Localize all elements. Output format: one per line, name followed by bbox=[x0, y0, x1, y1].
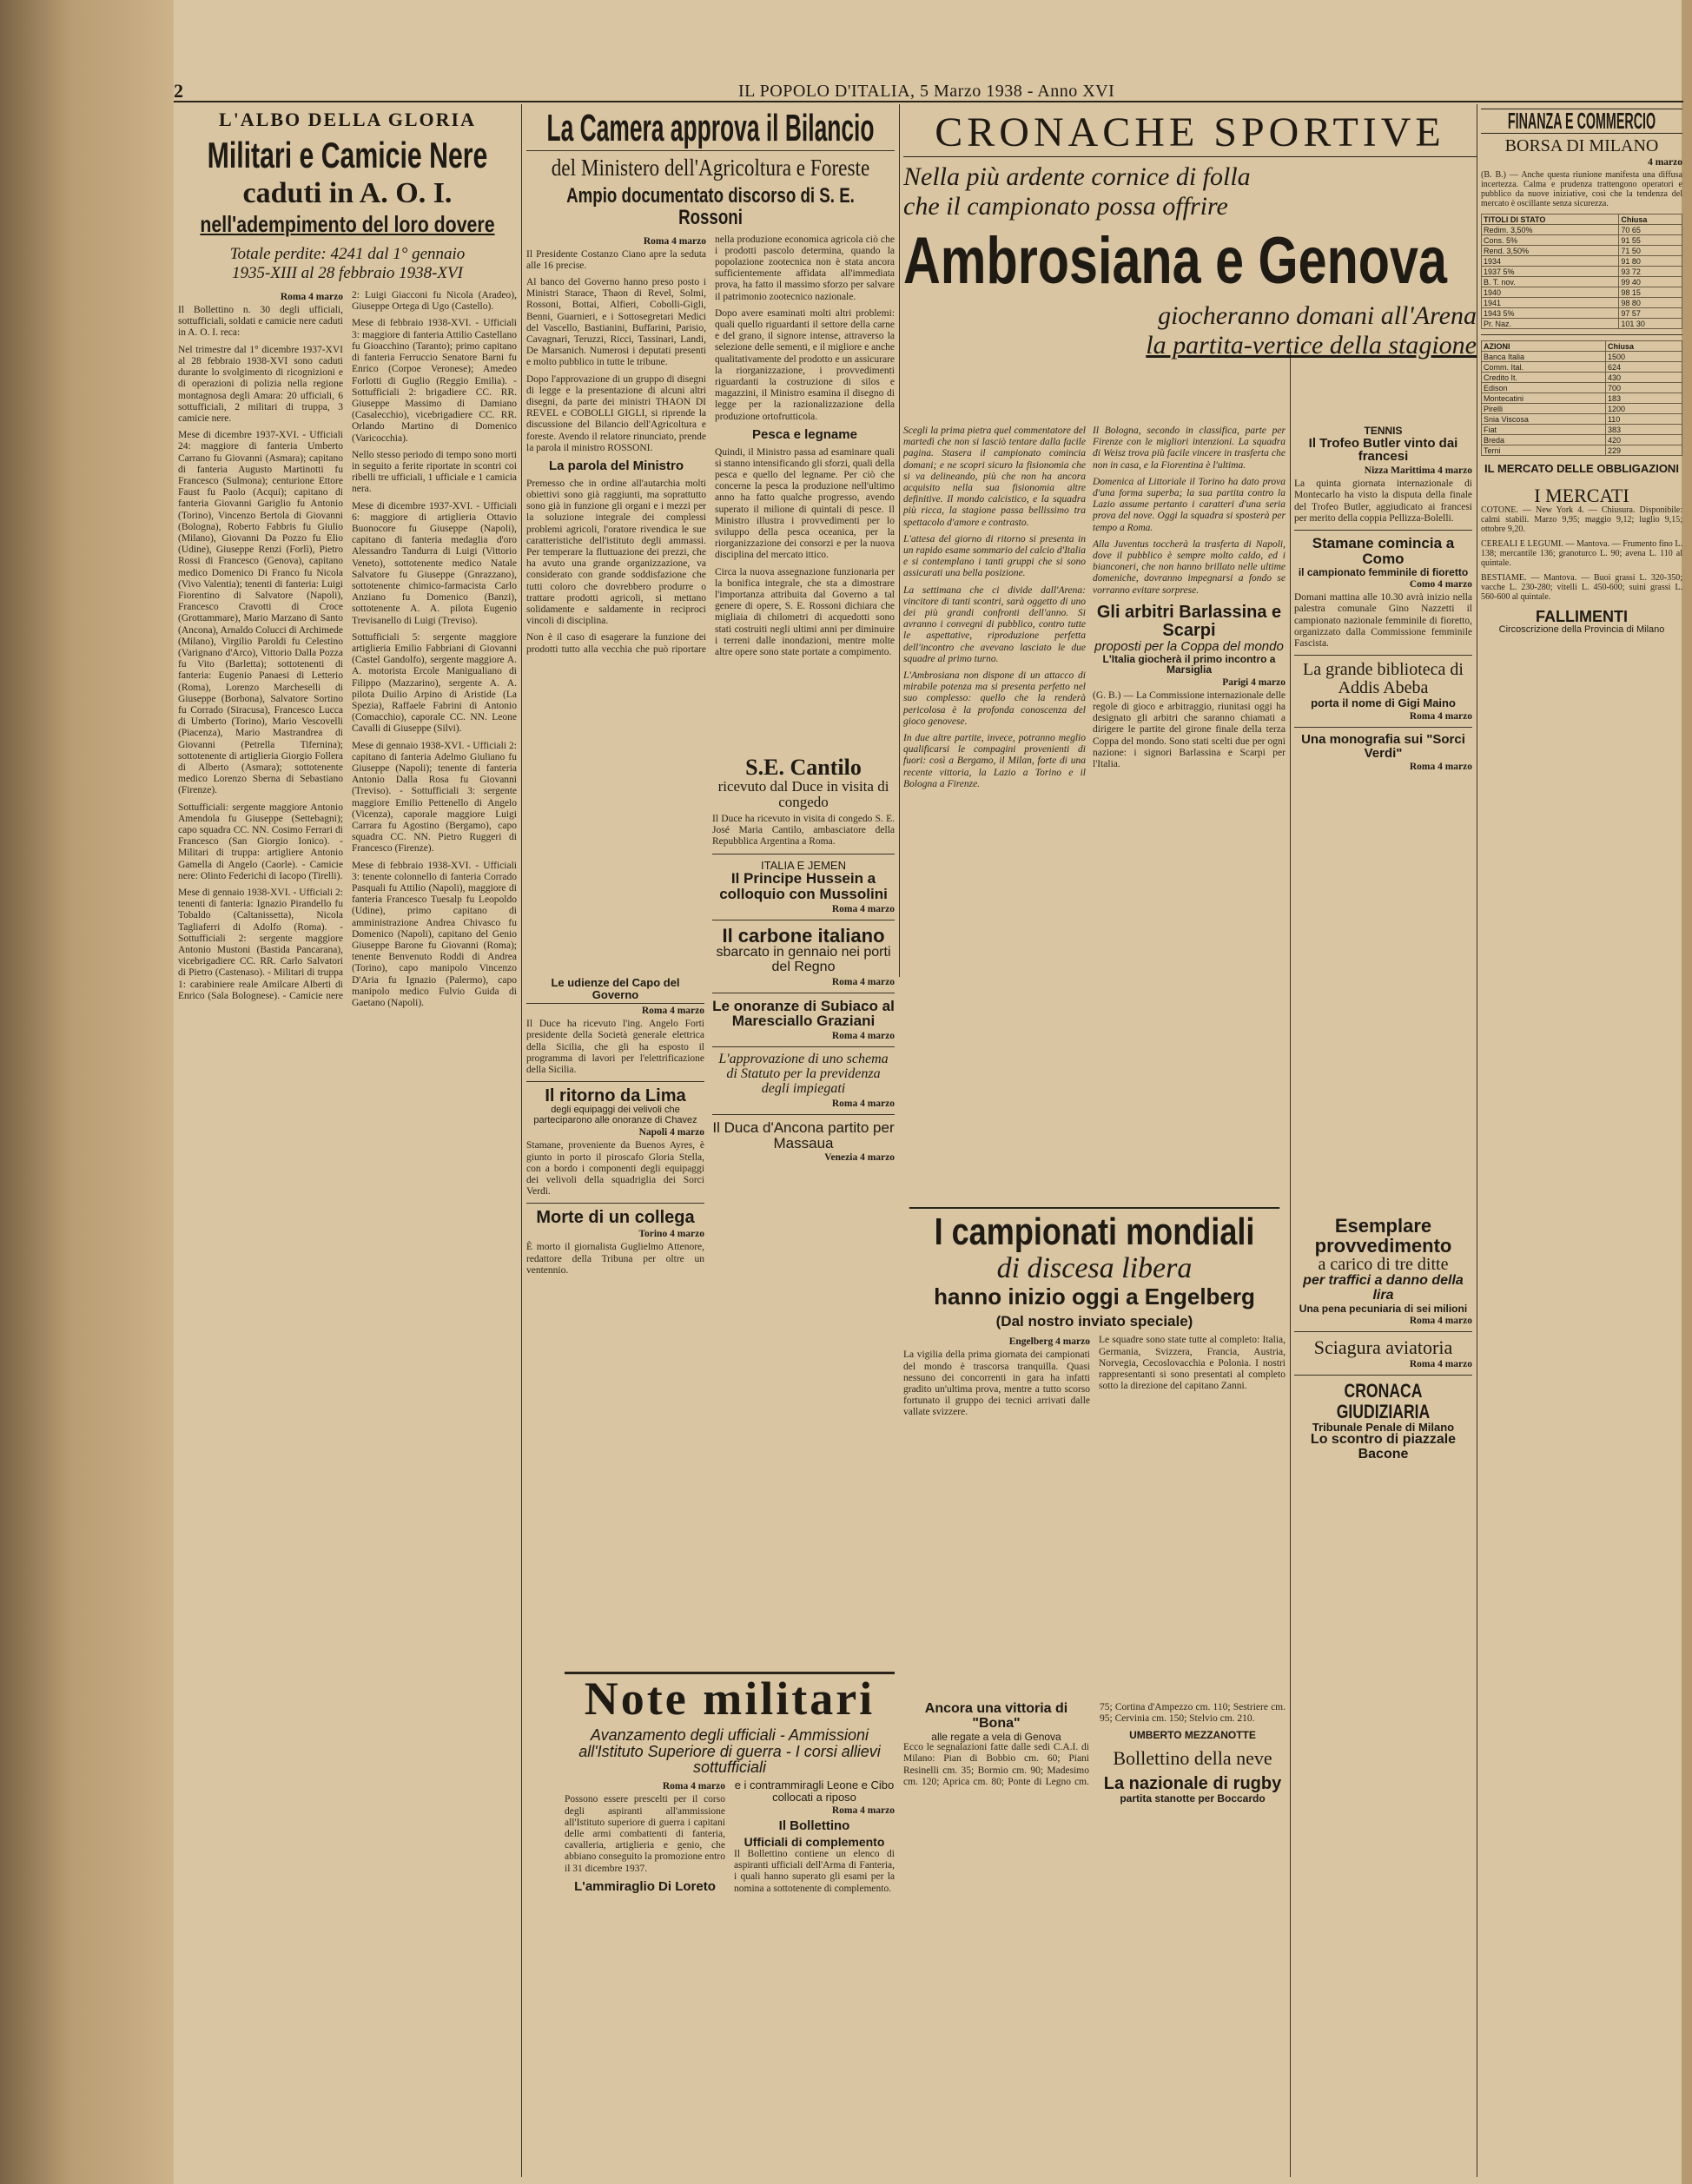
morte-title: Morte di un collega bbox=[536, 1208, 695, 1228]
tennis-kicker: TENNIS bbox=[1364, 426, 1403, 437]
tennis-body: La quinta giornata internazionale di Montecarlo ha visto la disputa della finale del Trofeo Butler, aggiudicato ai francesi per merito della coppia Pellizza-Bolelli. bbox=[1294, 478, 1472, 524]
divider bbox=[1294, 655, 1472, 656]
table-cell: 383 bbox=[1605, 425, 1682, 435]
camera-paragraph: Premesso che in ordine all'autarchia molti obiettivi sono già raggiunti, ma soprattutto sono già in funzione gli organi e i mezzi per la soluzione integrale dei complessi problemi agricoli, l'oratore rivendica le sue caratteristiche dell'istituto degli ammassi. Per temperare la fluttuazione dei prezzi, che ha avuto una grande organizzazione, va considerato con grande soddisfazione che tutti coloro che dovrebbero produrre o trattare prodotti agricoli, si mettano solidamente e saldamente in reciproci vincoli di disciplina. bbox=[526, 478, 706, 627]
statuto-title: L'approvazione di uno schema di Statuto per la previdenza degli impiegati bbox=[718, 1052, 889, 1096]
cantilo-sub: ricevuto dal Duce in visita di congedo bbox=[717, 778, 889, 811]
note-sub: Avanzamento degli ufficiali - Ammissioni all'Istituto Superiore di guerra - I corsi allievi sottufficiali bbox=[578, 1725, 881, 1777]
camera-paragraph: Il Presidente Costanzo Ciano apre la seduta alle 16 precise. bbox=[526, 248, 706, 271]
table-cell: 1200 bbox=[1605, 404, 1682, 414]
scontro-title: Lo scontro di piazzale Bacone bbox=[1310, 1432, 1457, 1462]
table-header-cell: Chiusa bbox=[1605, 341, 1682, 352]
albo-paragraph: Mese di gennaio 1938-XVI. - Ufficiali 2: tenenti di fanteria: Ignazio Pirandello fu Tobaldo (Caltanissetta), Nicola Tagliaferri di Adolfo (Roma). - Sottufficiali 2: sergente maggiore Antonio Mustoni (Bastida Pancarana), vicebrigadiere CC. RR. Carlo Salvatori di Pietro (Castenaso). - Militari di truppa 1: carabiniere reale Amilcare Alberti di Enrico (Sala Bolognese). - Camicie nere 2: Luigi Giacconi fu Nicola (Aradeo), Giuseppe Ortega di Ugo (Castello). bbox=[178, 290, 517, 1001]
sport-paragraph: L'Ambrosiana non dispone di un attacco di mirabile potenza ma si presenta perfetto nel suo complesso: quello che la renderà pericolosa è la profonda conoscenza del gioco genovese. bbox=[903, 670, 1086, 727]
borsa-title: BORSA DI MILANO bbox=[1504, 136, 1659, 156]
right-lower-briefs bbox=[1294, 1216, 1472, 2175]
monografia-date: Roma 4 marzo bbox=[1409, 762, 1472, 773]
table-row bbox=[1482, 414, 1682, 425]
camera-dateline: Roma 4 marzo bbox=[643, 235, 706, 247]
camera-paragraph: Dopo avere esaminati molti altri problemi: quali quello riguardanti il settore della carne e del grano, il signore intense, attraverso la selezione delle sementi, e il migliore e anche qualitativamente del prodotto e un assicurare la riorganizzazione, i provvedimenti riguardanti la costruzione di silos e magazzini, il Ministro esamina il disegno di legge per la razionalizzazione della produzione ortofrutticola. bbox=[715, 307, 895, 422]
sport-lower bbox=[903, 1702, 1286, 2175]
sport-paragraph: (G. B.) — La Commissione internazionale delle regole di gioco e arbitraggio, riunitasi oggi ha designato gli arbitri che saranno chiamati a dirigere le partite del girone finale della terza Coppa del mondo. Sono stati scelti due per ogni nazione: i signori Barlassina e Scarpi per l'Italia. bbox=[1093, 690, 1286, 769]
como-title: Stamane comincia a Como bbox=[1312, 534, 1455, 567]
como-date: Como 4 marzo bbox=[1409, 579, 1472, 591]
neve-body: Ecco le segnalazioni fatte dalle sedi C.A.I. di Milano: Pian di Bobbio cm. 60; Piani Resinelli cm. 35; Bormio cm. 90; Madesimo cm. 120; Aprica cm. 80; Ponte di Legno cm. 75; Cortina d'Ampezzo cm. 110; Sestriere cm. 95; Cervinia cm. 150; Stelvio cm. 210. bbox=[903, 1702, 1286, 1787]
statuto-date: Roma 4 marzo bbox=[831, 1098, 895, 1109]
note-date: Roma 4 marzo bbox=[662, 1781, 725, 1792]
table-cell: Pr. Naz. bbox=[1482, 319, 1619, 329]
udienze-body: Il Duce ha ricevuto l'ing. Angelo Forti presidente della Società generale elettrica della Sicilia, che gli ha esposto il programma di lavori per l'elettrificazione della Sicilia. bbox=[526, 1019, 704, 1076]
camera-title-2: del Ministero dell'Agricoltura e Foreste bbox=[551, 155, 870, 181]
table-header-row bbox=[1482, 214, 1682, 225]
table-row bbox=[1482, 445, 1682, 456]
page-left-margin bbox=[0, 0, 174, 2184]
table-cell: 430 bbox=[1605, 373, 1682, 383]
table-cell: 98 15 bbox=[1619, 287, 1682, 298]
table-row bbox=[1482, 425, 1682, 435]
divider bbox=[712, 1114, 895, 1115]
table-cell: Credito It. bbox=[1482, 373, 1606, 383]
column-rule bbox=[1290, 347, 1291, 2177]
albo-sub-1: Totale perdite: 4241 dal 1° gennaio bbox=[229, 245, 466, 264]
table-row bbox=[1482, 362, 1682, 373]
udienze-date: Roma 4 marzo bbox=[641, 1006, 704, 1017]
arbitri-title: Gli arbitri Barlassina e Scarpi bbox=[1096, 602, 1282, 640]
sport-column-1 bbox=[903, 426, 1086, 1207]
divider bbox=[1294, 727, 1472, 728]
carbone-sub: sbarcato in gennaio nei porti del Regno bbox=[716, 945, 891, 974]
obbligazioni-title: IL MERCATO DELLE OBBLIGAZIONI bbox=[1484, 462, 1679, 476]
table-cell: 1941 bbox=[1482, 298, 1619, 308]
arbitri-sub: proposti per la Coppa del mondo bbox=[1094, 638, 1284, 654]
rugby-title: La nazionale di rugby bbox=[1103, 1774, 1282, 1794]
ancona-date: Venezia 4 marzo bbox=[824, 1152, 895, 1164]
ufficiali-title: Ufficiali di complemento bbox=[744, 1835, 885, 1850]
finanza-kicker: FINANZA E COMMERCIO bbox=[1481, 109, 1682, 134]
albo-paragraph: Nel trimestre dal 1° dicembre 1937-XVI al 28 febbraio 1938-XVI sono caduti durante lo svolgimento di ricognizioni e di operazioni di polizia nella regione montagnosa degli Amara: 20 ufficiali, 6 sottufficiali, 2 militari di truppa, 3 camicie nere. bbox=[178, 344, 343, 424]
subiaco-date: Roma 4 marzo bbox=[831, 1031, 895, 1042]
centre-right-briefs bbox=[712, 755, 895, 1663]
table-cell: Pirelli bbox=[1482, 404, 1606, 414]
table-row bbox=[1482, 277, 1682, 287]
table-header-cell: Chiusa bbox=[1619, 214, 1682, 225]
sport-sub-3: giocheranno domani all'Arena bbox=[1158, 300, 1477, 330]
table-row bbox=[1482, 246, 1682, 256]
table-cell: 624 bbox=[1605, 362, 1682, 373]
mondiali-body bbox=[903, 1335, 1286, 1418]
mondiali-title-1: I campionati mondiali bbox=[909, 1207, 1279, 1252]
esemplare-title: Esemplare provvedimento bbox=[1314, 1216, 1452, 1257]
table-cell: 99 40 bbox=[1619, 277, 1682, 287]
note-title: Note militari bbox=[565, 1672, 895, 1724]
table-row bbox=[1482, 225, 1682, 235]
albo-sub-2: 1935-XIII al 28 febbraio 1938-XVI bbox=[232, 264, 463, 283]
table-row bbox=[1482, 235, 1682, 246]
finanza-column bbox=[1481, 109, 1682, 2175]
page-right-margin bbox=[1682, 0, 1692, 2184]
table-cell: 1500 bbox=[1605, 352, 1682, 362]
table-cell: Cons. 5% bbox=[1482, 235, 1619, 246]
table-cell: B. T. nov. bbox=[1482, 277, 1619, 287]
table-header-row bbox=[1482, 341, 1682, 352]
mondiali-title-3: hanno inizio oggi a Engelberg bbox=[934, 1283, 1255, 1310]
albo-paragraph: Il Bollettino n. 30 degli ufficiali, sottufficiali, soldati e camicie nere caduti in A. O. I. reca: bbox=[178, 305, 343, 339]
sport-sub-4: la partita-vertice della stagione bbox=[1146, 330, 1477, 360]
morte-body: È morto il giornalista Guglielmo Attenore, redattore della Tribuna per oltre un ventennio. bbox=[526, 1242, 704, 1276]
camera-paragraph: Circa la nuova assegnazione funzionaria per la bonifica integrale, che sta a dimostrare l'importanza attribuita dal Governo a tal genere di opere, S. E. Rossoni dichiara che migliaia di chilometri di acquedotti sono stati costruiti negli ultimi anni per diminuire i terreni dalle inondazioni, mentre molte altre opere sono state portate a compimento. bbox=[715, 566, 895, 658]
table-row bbox=[1482, 287, 1682, 298]
biblioteca-sub: porta il nome di Gigi Maino bbox=[1311, 696, 1456, 710]
table-cell: 91 55 bbox=[1619, 235, 1682, 246]
sport-paragraph: Scegli la prima pietra quel commentatore del martedì che non si lasciò tentare dalla facile pagina. Stasera il campionato comincia domani; e ne scopri sicuro la fisionomia che si va delineando, più che non ha ancora acquisito nella sua fisionomia altre definitive. Il mondo calcistico, e la squadra più ricca, la stagione passa bellissimo tra spettacolo d'amore e contrasto. bbox=[903, 426, 1086, 528]
table-cell: Rend. 3,50% bbox=[1482, 246, 1619, 256]
loreto-date: Roma 4 marzo bbox=[831, 1805, 895, 1816]
table-header-cell: AZIONI bbox=[1482, 341, 1606, 352]
albo-paragraph: Mese di dicembre 1937-XVI. - Ufficiali 24: maggiore di fanteria Umberto Carrano fu Giovanni (Asmara); capitano di fanteria Augusto Martinotti fu Francesco (Sulmona); centurione Ettore Faust fu Paolo (Acqui); capitano di fanteria Giovanni Gariglio fu Antonio (Torino), Vincenzo Bertola di Giovanni (Bologna), Roberto Fabbris fu Giulio (Milano), Giovanni Da Pozzo fu Elio (Udine), Giuseppe Renzi (Forlì), Pietro Rossi di Francesco (Genova), capitano medico Domenico Di Franco fu Nicola (Vivo Valentia); tenenti di fanteria: Luigi Fiorentino di Salvatore (Napoli), Francesco Cravotti di Croce (Grottammare), Mario Marzano di Santo (Ancona), Arnaldo Colucci di Archimede (Milano), Virgilio Paroldi fu Celestino (Varignano d'Arco), Vittorio Dalla Pozza fu Vito (Barletta); sottotenenti di fanteria: Eugenio Panaesi di Letterio (Roma), Lorenzo Marcheselli di Giuseppe (Borbona), Salvatore Sortino fu Corrado (Siracusa), Francesco Lucca di Umberto (Torino), Mario Vescovelli (Piacenza), Mario Mastrandrea di Giovanni (Petrella Tifernina); sottotenente di artiglieria Giorgio Follera di Alberto (Asmara); sottotenente medico Lorenzo Sberna di Sebastiano (Firenze). bbox=[178, 430, 344, 796]
albo-title-1: Militari e Camicie Nere bbox=[207, 135, 488, 175]
table-cell: 700 bbox=[1605, 383, 1682, 393]
table-cell: 93 72 bbox=[1619, 267, 1682, 277]
note-militari-article bbox=[565, 1672, 895, 2175]
table-cell: 1934 bbox=[1482, 256, 1619, 267]
carbone-title: Il carbone italiano bbox=[722, 924, 885, 947]
mondiali-paragraph: Le squadre sono state tutte al completo: Italia, Germania, Svizzera, Francia, Austria, Norvegia, Cecoslovacchia e Polonia. I nostri rappresentanti si sono presentati al completo sotto la direzione del capitano Zanni. bbox=[1099, 1335, 1286, 1392]
ancona-title: Il Duca d'Ancona partito per Massaua bbox=[712, 1118, 895, 1151]
table-cell: Fiat bbox=[1482, 425, 1606, 435]
genova-sub: alle regate a vela di Genova bbox=[931, 1730, 1061, 1743]
running-head: IL POPOLO D'ITALIA, 5 Marzo 1938 - Anno XVI bbox=[738, 82, 1115, 101]
hussein-title: Il Principe Hussein a colloquio con Mussolini bbox=[719, 870, 888, 903]
table-cell: 1937 5% bbox=[1482, 267, 1619, 277]
table-row bbox=[1482, 352, 1682, 362]
table-cell: Snia Viscosa bbox=[1482, 414, 1606, 425]
sport-kicker: CRONACHE SPORTIVE bbox=[903, 109, 1477, 157]
table-cell: Edison bbox=[1482, 383, 1606, 393]
table-cell: Redim. 3,50% bbox=[1482, 225, 1619, 235]
fallimenti-title: FALLIMENTI bbox=[1536, 608, 1628, 626]
albo-dateline: Roma 4 marzo bbox=[280, 292, 343, 303]
table-header-cell: TITOLI DI STATO bbox=[1482, 214, 1619, 225]
borsa-body: (B. B.) — Anche questa riunione manifesta una diffusa incertezza. Calma e prudenza trattengono operatori e pubblico da nuove iniziative, così che la tendenza del mercato è oscillante senza sicurezza. bbox=[1481, 170, 1682, 209]
sport-column-2 bbox=[1093, 426, 1286, 1207]
albo-title-3: nell'adempimento del loro dovere bbox=[200, 210, 495, 237]
table-cell: Banca Italia bbox=[1482, 352, 1606, 362]
mondiali-paragraph: La vigilia della prima giornata dei campionati del mondo è trascorsa tranquilla. Quasi nessuno dei concorrenti in gara ha infatti gradito un'ultima prova, mentre a tutto scorso fortunato il gruppo dei tecnici arrivati dalle vallate svizzere. bbox=[903, 1349, 1090, 1418]
cantilo-title: S.E. Cantilo bbox=[745, 755, 862, 780]
tribunale-title: Tribunale Penale di Milano bbox=[1312, 1420, 1455, 1434]
sport-paragraph: Il Bologna, secondo in classifica, parte per Firenze con le migliori intenzioni. La squadra di Weisz trova più facile vincere in trasferta che non in casa, e la Fiorentina è l'ultima. bbox=[1093, 426, 1286, 471]
fallimenti-sub: Circoscrizione della Provincia di Milano bbox=[1498, 624, 1665, 635]
table-row bbox=[1482, 308, 1682, 319]
table-cell: Montecatini bbox=[1482, 393, 1606, 404]
loreto-sub: e i contrammiragli Leone e Cibo collocati a riposo bbox=[734, 1778, 895, 1804]
table-row bbox=[1482, 319, 1682, 329]
albo-paragraph: Mese di gennaio 1938-XVI. - Ufficiali 2: capitano di fanteria Adelmo Giuliano fu Giuseppe (Napoli); tenente di fanteria Antonio Dalla Rosa fu Giovanni (Treviso). - Sottufficiali 3: sergente maggiore Emilio Pettenello di Angelo (Vicenza), caporale maggiore Luigi Carrara fu Agostino (Bergamo), capo squadra CC. NN. Pietro Ruggeri di Francesco (Firenze). bbox=[352, 740, 517, 854]
header-rule bbox=[174, 80, 1683, 102]
column-rule bbox=[521, 104, 522, 2177]
camera-section-2: Pesca e legname bbox=[752, 426, 857, 442]
camera-section-1: La parola del Ministro bbox=[548, 459, 684, 474]
table-row bbox=[1482, 393, 1682, 404]
lima-title: Il ritorno da Lima bbox=[545, 1086, 686, 1106]
table-cell: 1943 5% bbox=[1482, 308, 1619, 319]
table-row bbox=[1482, 373, 1682, 383]
albo-paragraph: Sottufficiali 5: sergente maggiore artiglieria Emilio Fabbriani di Giovanni (Castel Gandolfo), sergente maggiore A. A. motorista Ercole Manigualiano di Filippo (Mazzarino), sergente A. A. pilota Duilio Arpino di Aristide (La Spezia), Raffaele Fabrini di Antonio (Comacchio), caporale CC. NN. Leone Cavalli di Giuseppe (Silvi). bbox=[352, 631, 517, 735]
titoli-table bbox=[1481, 214, 1682, 329]
lima-body: Stamane, proveniente da Buenos Ayres, è giunto in porto il piroscafo Gloria Stella, con a bordo i componenti degli equipaggi dei velivoli della squadriglia dei Sorci Verdi. bbox=[526, 1140, 704, 1198]
hussein-date: Roma 4 marzo bbox=[831, 903, 895, 914]
table-cell: 97 57 bbox=[1619, 308, 1682, 319]
albo-kicker: L'ALBO DELLA GLORIA bbox=[219, 109, 476, 130]
esemplare-date: Roma 4 marzo bbox=[1409, 1316, 1472, 1327]
table-cell: Terni bbox=[1482, 445, 1606, 456]
monografia-title: Una monografia sui "Sorci Verdi" bbox=[1301, 731, 1465, 761]
udienze-title: Le udienze del Capo del Governo bbox=[526, 977, 704, 1004]
ufficiali-body: Il Bollettino contiene un elenco di aspiranti ufficiali dell'Arma di Fanteria, i quali hanno superato gli esami per la nomina a sottotenente di complemento. bbox=[734, 1849, 895, 1894]
como-sub: il campionato femminile di fioretto bbox=[1298, 565, 1469, 578]
albo-article bbox=[178, 109, 517, 2175]
cronaca-giudiziaria-title: CRONACA GIUDIZIARIA bbox=[1336, 1380, 1431, 1422]
sport-column-3 bbox=[1294, 426, 1472, 1207]
camera-paragraph: Dopo l'approvazione di un gruppo di disegni di legge e la presentazione di alcuni altri disegni, da parte dei ministri THAON DI REVEL e COBOLLI GIGLI, si riprende la discussione del Bilancio dell'Agricoltura e foreste. Avendo il relatore rinunciato, prende la parola il ministro ROSSONI. bbox=[526, 373, 706, 453]
divider bbox=[1481, 334, 1682, 335]
table-cell: Breda bbox=[1482, 435, 1606, 445]
camera-paragraph: Al banco del Governo hanno preso posto i Ministri Starace, Thaon di Revel, Solmi, Rossoni, Bottai, Alfieri, Cobolli-Gigli, Benni, Guarnieri, e i Sottosegretari Medici del Vascello, Bastianini, Buffarini, Parisio, Cavagnari, Teruzzi, Ricci, Tassinari, Landi, De Marsanich. Numerosi i deputati presenti e molto pubblico in tutte le tribune. bbox=[526, 276, 706, 368]
sport-paragraph: Alla Juventus toccherà la trasferta di Napoli, dove il pubblico è sempre molto caldo, ed i bianconeri, che non hanno brillato nelle ultime domeniche, dovranno impegnarsi a fondo se vorranno evitare sorprese. bbox=[1093, 538, 1286, 596]
albo-paragraph: Mese di febbraio 1938-XVI. - Ufficiali 3: maggiore di fanteria Attilio Castellano fu Gioacchino (Taranto); primo capitano di fanteria Ferruccio Senatore Barni fu Enrico (Corpoe Veronese); Amedeo Forlotti di Guglio (Reggio Emilia). - Sottufficiali 2: brigadiere CC. RR. Giuseppe Massimo di Damiano (Casalecchio), vicebrigadiere CC. RR. Orlando Martino di Domenico (Varicocchia). bbox=[352, 318, 517, 444]
divider bbox=[1294, 1331, 1472, 1332]
loreto-title: L'ammiraglio Di Loreto bbox=[574, 1878, 716, 1894]
table-cell: 70 65 bbox=[1619, 225, 1682, 235]
divider bbox=[712, 1046, 895, 1047]
table-row bbox=[1482, 435, 1682, 445]
sport-sub-2: che il campionato possa offrire bbox=[903, 192, 1228, 221]
table-row bbox=[1482, 267, 1682, 277]
table-cell: 101 30 bbox=[1619, 319, 1682, 329]
sport-paragraph: Domenica al Littoriale il Torino ha dato prova d'una forma superba; la sua partita contro la Lazio assume pertanto i caratteri d'una seria prova del nove. Oggi la squadra si sposterà per tempo a Roma. bbox=[1093, 476, 1286, 533]
neve-byline: UMBERTO MEZZANOTTE bbox=[1129, 1729, 1256, 1742]
bollettino-title: Il Bollettino bbox=[778, 1818, 850, 1833]
arbitri-note: L'Italia giocherà il primo incontro a Marsiglia bbox=[1102, 652, 1276, 676]
sport-paragraph: In due altre partite, invece, potranno meglio qualificarsi le compagini provenienti di fuori: così a Bergamo, il Milan, forte di una recente vittoria, la Lazio a Torino e il Bologna a Firenze. bbox=[903, 733, 1086, 789]
table-row bbox=[1482, 383, 1682, 393]
table-cell: 91 80 bbox=[1619, 256, 1682, 267]
camera-title-1: La Camera approva il Bilancio bbox=[526, 109, 895, 151]
table-cell: 229 bbox=[1605, 445, 1682, 456]
rugby-sub: partita stanotte per Boccardo bbox=[1120, 1792, 1266, 1805]
table-cell: 110 bbox=[1605, 414, 1682, 425]
table-cell: Comm. Ital. bbox=[1482, 362, 1606, 373]
table-cell: 1940 bbox=[1482, 287, 1619, 298]
table-cell: 183 bbox=[1605, 393, 1682, 404]
neve-title: Bollettino della neve bbox=[1113, 1747, 1272, 1769]
albo-body bbox=[178, 290, 517, 1009]
azioni-table bbox=[1481, 340, 1682, 456]
mondiali-article bbox=[903, 1207, 1286, 1693]
tennis-title: Il Trofeo Butler vinto dai francesi bbox=[1308, 435, 1458, 465]
sport-sub-1: Nella più ardente cornice di folla bbox=[903, 162, 1251, 191]
page-number: 2 bbox=[174, 80, 183, 102]
morte-date: Torino 4 marzo bbox=[638, 1229, 704, 1240]
camera-paragraph: Quindi, il Ministro passa ad esaminare quali si stanno intensificando gli sforzi, quali della pesca e quello del legname. Per ciò che concerne la pesca la produzione nell'ultimo anno ha fatto qualche progresso, avendo superato il milione di quintali di pesce. Il Ministro illustra i provvedimenti per lo sviluppo della pesca oceanica, per la riorganizzazione dei consorzi e per la nuova disciplina del mercato ittico. bbox=[715, 446, 895, 561]
mondiali-title-2: di discesa libera bbox=[996, 1252, 1193, 1285]
note-body bbox=[565, 1779, 895, 2144]
sport-paragraph: La settimana che ci divide dall'Arena: vincitore di tanti scontri, sarà oggetto di uno dei più grandi confronti dell'anno. Si avranno i convegni di pubblico, contro tutte le aspettative, riproduzione perfetta dell'incontro che avevano lasciato le due squadre al primo turno. bbox=[903, 584, 1086, 664]
table-cell: 98 80 bbox=[1619, 298, 1682, 308]
lima-sub: degli equipaggi dei velivoli che parteciparono alle onoranze di Chavez bbox=[533, 1105, 697, 1125]
albo-title-2: caduti in A. O. I. bbox=[242, 177, 453, 210]
table-row bbox=[1482, 256, 1682, 267]
subiaco-title: Le onoranze di Subiaco al Maresciallo Graziani bbox=[712, 997, 895, 1030]
albo-paragraph: Nello stesso periodo di tempo sono morti in seguito a ferite riportate in scontri coi ribelli tre ufficiali, 1 ufficiale e 1 camicia nera. bbox=[352, 449, 517, 495]
sport-big-title: Ambrosiana e Genova bbox=[903, 224, 1447, 298]
lima-date: Napoli 4 marzo bbox=[638, 1127, 704, 1138]
albo-paragraph: Mese di dicembre 1937-XVI. - Ufficiali 6: maggiore di artiglieria Ottavio Buonocore fu Giuseppe (Napoli), capitano di fanteria medaglia d'oro Alessandro Tandurra di Luigi (Vittorio Veneto), sottotenente medico Natale Salvatore fu Giuseppe (Gnrazzano), sottotenente chimico-farmacista Carlo Anziano fu Domenico (Banzi), sottotenente A. A. pilota Eugenio Trevisanello di Luigi (Treviso). bbox=[352, 500, 517, 626]
table-row bbox=[1482, 298, 1682, 308]
table-cell: 71 50 bbox=[1619, 246, 1682, 256]
sport-paragraph: L'attesa del giorno di ritorno si presenta in un rapido esame sommario del calcio d'Italia e si contemplano i tanti gruppi che si sono assicurati una bella posizione. bbox=[903, 533, 1086, 579]
esemplare-title-2: a carico di tre ditte bbox=[1318, 1255, 1449, 1275]
camera-paragraph: Non è il caso di esagerare la funzione dei prodotti tutto alla vecchia che può riportare nella produzione economica agricola ciò che i prodotti pascolo determina, quando la popolazione zootecnica non è stata ancora sufficientemente affidata all'immediata prova, ha fatto il massimo sforzo per salvare il patrimonio zootecnico nazionale. bbox=[526, 234, 895, 655]
mercati-paragraph: CEREALI E LEGUMI. — Mantova. — Frumento fino L. 138; mercantile 136; granoturco L. 90; avena L. 110 al quintale. bbox=[1481, 539, 1682, 569]
note-paragraph: Possono essere prescelti per il corso degli aspiranti all'ammissione all'Istituto superiore di guerra i capitani delle armi combattenti di fanteria, cavalleria, artiglieria e genio, che abbiano conseguito la promozione entro il 31 dicembre 1937. bbox=[565, 1794, 725, 1874]
sciagura-date: Roma 4 marzo bbox=[1409, 1359, 1472, 1370]
mondiali-date: Engelberg 4 marzo bbox=[1008, 1336, 1090, 1348]
mercati-paragraph: BESTIAME. — Mantova. — Buoi grassi L. 320-350; vacche L. 230-280; vitelli L. 450-600; suini grassi L. 560-600 al quintale. bbox=[1481, 573, 1682, 603]
como-body: Domani mattina alle 10.30 avrà inizio nella palestra comunale Gino Nazzetti il campionato nazionale femminile di fioretto, organizzato dalla Commissione femminile Fascista. bbox=[1294, 592, 1472, 649]
tennis-date: Nizza Marittima 4 marzo bbox=[1364, 465, 1472, 477]
biblioteca-title: La grande biblioteca di Addis Abeba bbox=[1303, 660, 1464, 698]
esemplare-title-3: per traffici a danno della lira bbox=[1303, 1273, 1464, 1303]
cantilo-body: Il Duce ha ricevuto in visita di congedo S. E. José Maria Cantilo, ambasciatore della Repubblica Argentina a Roma. bbox=[712, 813, 895, 848]
carbone-date: Roma 4 marzo bbox=[831, 976, 895, 987]
mondiali-sub: (Dal nostro inviato speciale) bbox=[995, 1313, 1193, 1330]
column-rule bbox=[899, 104, 900, 977]
camera-sub: Ampio documentato discorso di S. E. Rossoni bbox=[566, 184, 855, 230]
mercati-title: I MERCATI bbox=[1534, 484, 1629, 506]
divider bbox=[526, 1081, 704, 1082]
albo-paragraph: Sottufficiali: sergente maggiore Antonio Amendola fu Giuseppe (Settebagni); capo squadra CC. NN. Cosimo Ferrari di Francesco (San Giorgio Ionico). - Militari di truppa: artigliere Antonio Gamella di Angelo (Caorle). - Camicie nere: Olinto Federichi di Iacopo (Tirelli). bbox=[178, 802, 343, 881]
genova-title: Ancora una vittoria di "Bona" bbox=[924, 1702, 1068, 1731]
borsa-date: 4 marzo bbox=[1648, 157, 1682, 168]
divider bbox=[526, 1203, 704, 1204]
sciagura-title: Sciagura aviatoria bbox=[1313, 1336, 1453, 1359]
divider bbox=[1294, 530, 1472, 531]
italia-jemen: ITALIA E JEMEN bbox=[760, 858, 846, 872]
biblioteca-date: Roma 4 marzo bbox=[1409, 710, 1472, 722]
divider bbox=[1294, 1375, 1472, 1376]
table-row bbox=[1482, 404, 1682, 414]
esemplare-title-4: Una pena pecuniaria di sei milioni bbox=[1299, 1302, 1468, 1315]
albo-paragraph: Mese di febbraio 1938-XVI. - Ufficiali 3: tenente colonnello di fanteria Corrado Pasquali fu Attilio (Napoli), maggiore di fanteria Francesco Tuesalp fu Leopoldo (Udine), primo capitano di amministrazione Andrea Chivasco fu Domenico (Napoli), capitano del Genio Giuseppe Barone fu Giovanni (Roma); tenente Benvenuto Roddi di Andrea (Torino), capo manipolo Vincenzo D'Aria fu Ignazio (Palermo), capo manipolo medico Fulvio Guida di Gaetano (Napoli). bbox=[352, 860, 517, 1009]
arbitri-date: Parigi 4 marzo bbox=[1222, 676, 1286, 688]
table-cell: 420 bbox=[1605, 435, 1682, 445]
mercati-paragraph: COTONE. — New York 4. — Chiusura. Disponibile: calmi stabili. Marzo 9,95; maggio 9,12; luglio 9,15; ottobre 9,20. bbox=[1481, 505, 1682, 535]
